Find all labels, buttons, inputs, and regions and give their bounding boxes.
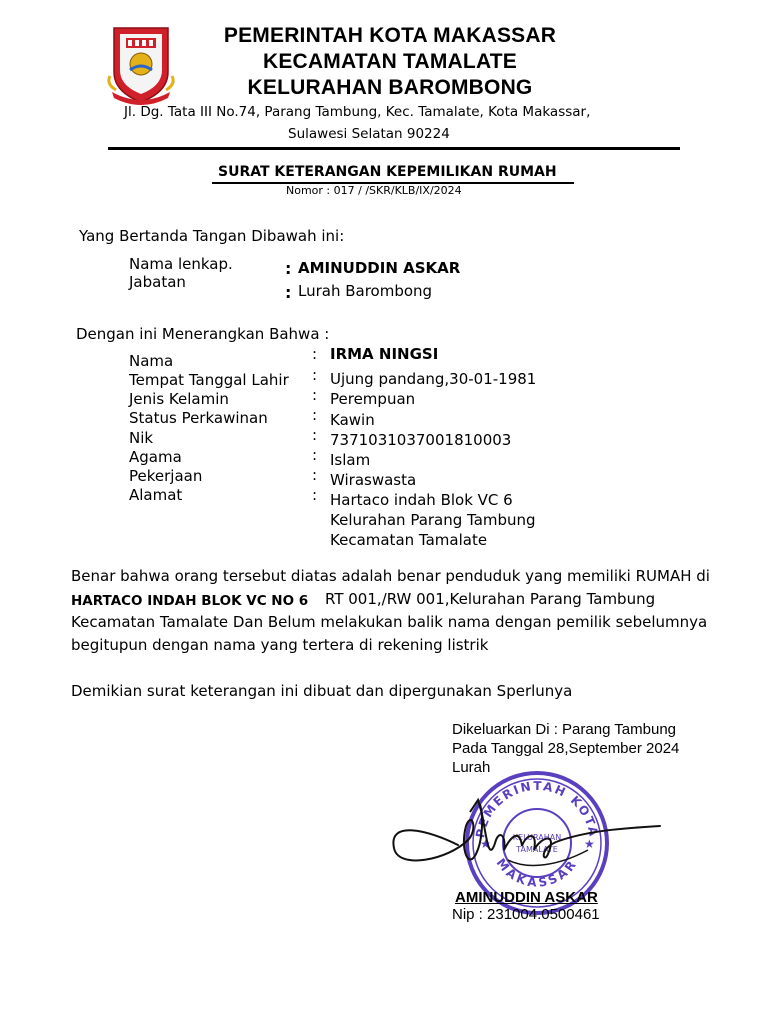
field-label-ttl: Tempat Tanggal Lahir (129, 371, 289, 389)
letterhead-address-1: Jl. Dg. Tata III No.74, Parang Tambung, Kec. Tamalate, Kota Makassar, (124, 104, 591, 120)
body-line-3: Kecamatan Tamalate Dan Belum melakukan balik nama dengan pemilik sebelumnya (71, 613, 708, 631)
field-value-alamat: Hartaco indah Blok VC 6 (330, 491, 513, 509)
field-colon: : (312, 406, 318, 424)
document-number: Nomor : 017 / /SKR/KLB/IX/2024 (286, 184, 462, 197)
body-line-2-rest: RT 001,/RW 001,Kelurahan Parang Tambung (325, 590, 656, 608)
stamp-inner-text-2: TAMALATE (516, 845, 558, 854)
gov-title-line-3: KELURAHAN BAROMBONG (247, 76, 533, 99)
subject-intro: Dengan ini Menerangkan Bahwa : (76, 325, 330, 343)
body-line-4: begitupun dengan nama yang tertera di rekening listrik (71, 636, 489, 654)
signatory-name: AMINUDDIN ASKAR (455, 889, 598, 906)
gov-title-line-2: KECAMATAN TAMALATE (262, 50, 517, 73)
signatory-position-label: Jabatan (129, 273, 186, 291)
stamp-inner-text-1: KELURAHAN (512, 833, 562, 842)
stamp-outer-text: PEMERINTAH KOTA (473, 778, 601, 840)
letterhead-divider (108, 147, 680, 150)
field-colon: : (312, 466, 318, 484)
signatory-position: Lurah (452, 759, 491, 776)
field-colon: : (312, 386, 318, 404)
issued-at: Dikeluarkan Di : Parang Tambung (452, 721, 677, 738)
signatory-intro: Yang Bertanda Tangan Dibawah ini: (79, 227, 345, 245)
field-label-status: Status Perkawinan (129, 409, 268, 427)
body-line-1: Benar bahwa orang tersebut diatas adalah benar penduduk yang memiliki RUMAH di (71, 567, 710, 585)
field-label-alamat: Alamat (129, 486, 183, 504)
field-value-alamat-line-3: Kecamatan Tamalate (330, 531, 488, 549)
field-value-jenis-kelamin: Perempuan (330, 390, 416, 408)
signatory-name-label: Nama lenkap. (129, 255, 233, 273)
signatory-position-colon: : (285, 283, 292, 302)
field-colon: : (312, 345, 318, 363)
signatory-nip: Nip : 231004.0500461 (452, 906, 600, 923)
closing-statement: Demikian surat keterangan ini dibuat dan dipergunakan Sperlunya (71, 682, 573, 700)
field-label-jenis-kelamin: Jenis Kelamin (129, 390, 229, 408)
field-value-ttl: Ujung pandang,30-01-1981 (330, 370, 537, 388)
field-label-nik: Nik (129, 429, 154, 447)
field-label-pekerjaan: Pekerjaan (129, 467, 203, 485)
issued-date: Pada Tanggal 28,September 2024 (452, 740, 680, 757)
field-label-agama: Agama (129, 448, 182, 466)
document-title: SURAT KETERANGAN KEPEMILIKAN RUMAH (218, 164, 557, 180)
field-label-nama: Nama (129, 352, 174, 370)
field-colon: : (312, 366, 318, 384)
city-emblem-icon (104, 22, 178, 106)
star-icon: ★ (584, 837, 595, 851)
handwritten-signature (388, 790, 668, 900)
field-value-agama: Islam (330, 451, 371, 469)
field-colon: : (312, 486, 318, 504)
field-colon: : (312, 426, 318, 444)
field-colon: : (312, 446, 318, 464)
field-value-nama: IRMA NINGSI (330, 345, 439, 363)
gov-title-line-1: PEMERINTAH KOTA MAKASSAR (223, 24, 557, 47)
signatory-name-value: AMINUDDIN ASKAR (298, 259, 461, 277)
letterhead-address-2: Sulawesi Selatan 90224 (288, 126, 450, 142)
stamp-bottom-text: MAKASSAR (493, 855, 581, 890)
signatory-name-colon: : (285, 259, 292, 278)
field-value-status: Kawin (330, 411, 375, 429)
signatory-position-value: Lurah Barombong (298, 282, 433, 300)
field-value-pekerjaan: Wiraswasta (330, 471, 417, 489)
field-value-nik: 7371031037001810003 (330, 431, 512, 449)
star-icon: ★ (480, 837, 491, 851)
body-line-2-bold: HARTACO INDAH BLOK VC NO 6 (71, 593, 309, 609)
field-value-alamat-line-2: Kelurahan Parang Tambung (330, 511, 536, 529)
